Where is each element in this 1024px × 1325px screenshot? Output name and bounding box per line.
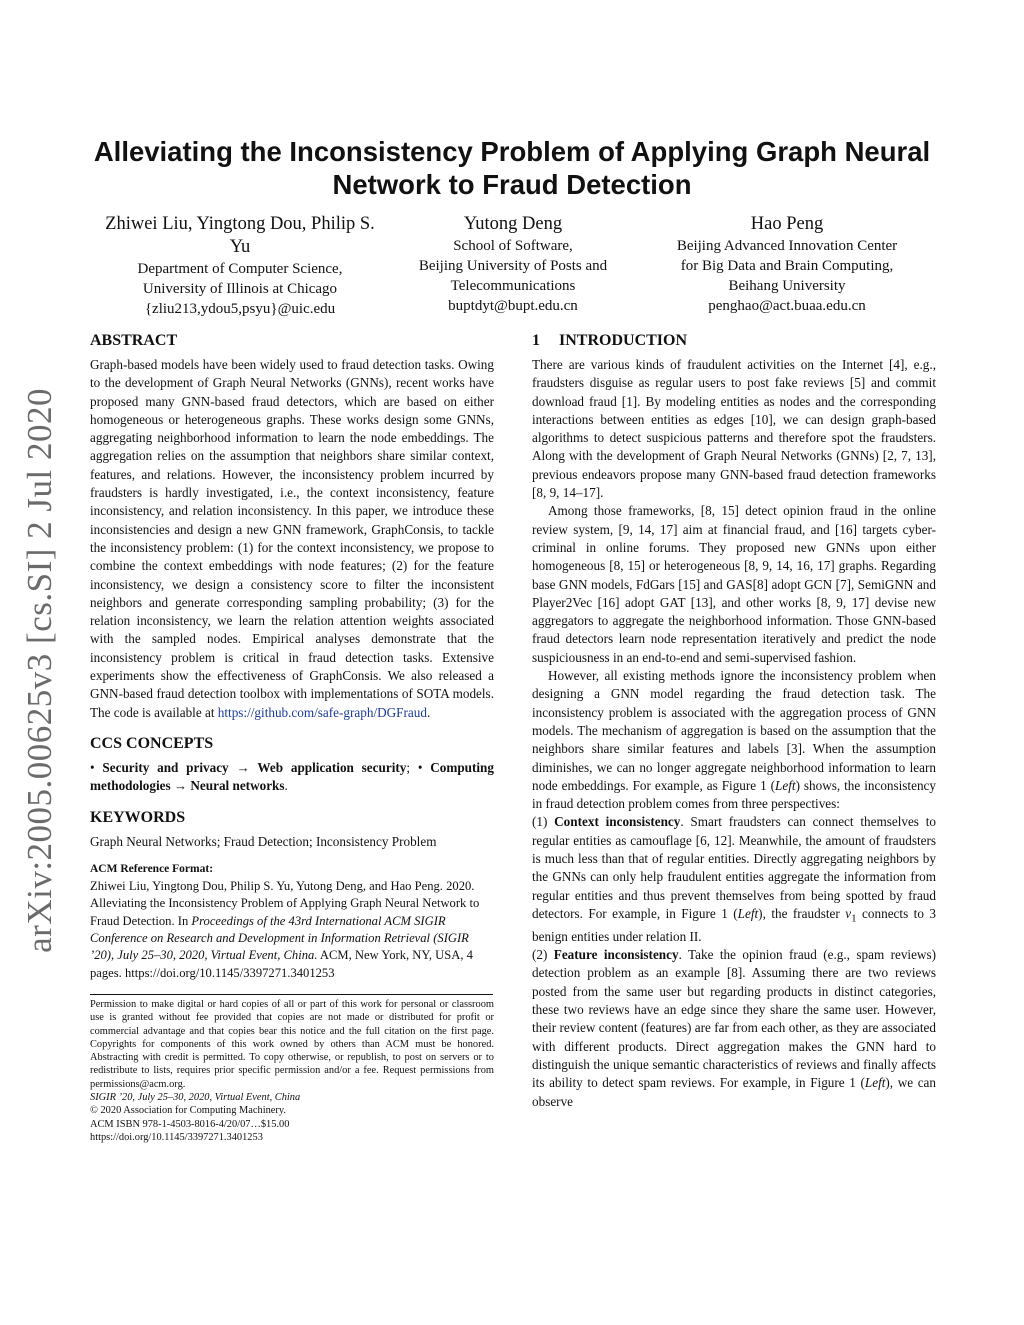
author-email: buptdyt@bupt.edu.cn (448, 298, 578, 314)
feature-inconsistency-paragraph: (2) Feature inconsistency. Take the opinion fraud (e.g., spam reviews) detection problem as an example [8]. Assuming there are two reviews posted from the same user but regarding products in distinct categories, these two reviews have an edge since they share the same user. However, their review content (features) are far from each other, as they are associated with different products. Direct aggregation makes the GNN hard to distinguish the unique semantic characteristics of reviews and finally affects its ability to detect spam reviews. For example, in Figure 1 (Left), we can observe (532, 947, 937, 1109)
author-affiliation-line: Beijing University of Posts and (418, 258, 608, 274)
permission-text: Permission to make digital or hard copies of all or part of this work for personal or classroom use is granted without fee provided that copies are not made or distributed for profit or commercial advantage and that copies bear this notice and the full citation on the first page. Copyrights for components of this work owned by others than ACM must be honored. Abstracting with credit is permitted. To copy otherwise, or republish, to post on servers or to redistribute to lists, requires prior specific permission and/or a fee. Request permissions from permissions@acm.org. (90, 998, 494, 1090)
ccs-heading: CCS CONCEPTS (90, 734, 214, 752)
context-inconsistency-paragraph: (1) Context inconsistency. Smart fraudsters can connect themselves to regular entities as camouflage [6, 12]. Meanwhile, the amount of fraudsters is much less than that of regular entities. Directly aggregating neighbors by the GNNs can only help fraudulent entities aggregate the information from regular entities and thus prevent themselves from being spotted by fraud detectors. For example, in Figure 1 (Left), the fraudster $v_1$ connects to 3 benign entities under relation II. (532, 814, 936, 944)
intro-paragraph-3: However, all existing methods ignore the inconsistency problem when designing a GNN model regarding the fraud detection task. The inconsistency problem is associated with the aggregation process of GNN models. The mechanism of aggregation is based on the assumption that the neighbors share similar features and labels [3]. When the assumption diminishes, we can no longer aggregate neighborhood information to learn node embeddings. For example, as Figure 1 (Left) shows, the inconsistency in fraud detection problem comes from three perspectives: (532, 668, 936, 812)
author-block-2 (372, 213, 654, 316)
doi-line: https://doi.org/10.1145/3397271.3401253 (90, 1131, 263, 1143)
copyright-line: © 2020 Association for Computing Machinery. (90, 1105, 286, 1117)
intro-paragraph-2: Among those frameworks, [8, 15] detect opinion fraud in the online review system, [9, 14, 17] aim at financial fraud, and [16] targets cyber-criminal in online forums. They proposed new GNNs upon either homogeneous [8, 15] or heterogeneous [8, 9, 14, 16, 17] graphs. Regarding base GNN models, FdGars [15] and GAS[8] adopt GCN [7], SemiGNN and Player2Vec [16] adopt GAT [13], and other works [8, 9, 17] devise new aggregators to aggregate the neighborhood information. Those GNN-based fraud detectors learn node representation iteratively and predict the node suspiciousness in an end-to-end and semi-supervised fashion. (532, 503, 936, 665)
author-names: Hao Peng (750, 214, 824, 234)
author-names: Zhiwei Liu, Yingtong Dou, Philip S. Yu (105, 214, 375, 257)
author-affiliation-line: School of Software, (453, 238, 573, 254)
author-affiliation-line: Beihang University (728, 278, 846, 294)
author-names: Yutong Deng (463, 214, 563, 234)
author-affiliation-line: for Big Data and Brain Computing, (680, 258, 894, 274)
author-affiliation-line: Beijing Advanced Innovation Center (676, 238, 898, 254)
abstract-text: Graph-based models have been widely used to fraud detection tasks. Owing to the development of Graph Neural Networks (GNNs), recent works have proposed many GNN-based fraud detectors, which are based on either homogeneous or heterogeneous graphs. These works design some GNNs, aggregating neighborhood information to learn the node embeddings. The aggregation relies on the assumption that neighbors share similar context, features, and relations. However, the inconsistency problem incurred by fraudsters is hardly investigated, i.e., the context inconsistency, feature inconsistency, and relation inconsistency. In this paper, we introduce these inconsistencies and design a new GNN framework, GraphConsis, to tackle the inconsistency problem: (1) for the context inconsistency, we propose to combine the context embeddings with node features; (2) for the feature inconsistency, we design a consistency score to filter the inconsistent neighbors and generate corresponding sampling probability; (3) for the relation inconsistency, we learn the relation attention weights associated with the sampled nodes. Empirical analyses demonstrate that the inconsistency problem is critical in fraud detection tasks. Extensive experiments show the effectiveness of GraphConsis. We also released a GNN-based fraud detection toolbox with implementations of SOTA models. The code is available at https://github.com/safe-graph/DGFraud. (90, 357, 494, 720)
isbn-line: ACM ISBN 978-1-4503-8016-4/20/07…$15.00 (90, 1118, 290, 1130)
author-email: {zliu213,ydou5,psyu}@uic.edu (144, 301, 336, 317)
author-block-3 (646, 213, 928, 316)
arxiv-identifier: arXiv:2005.00625v3 [cs.SI] 2 Jul 2020 (20, 388, 59, 953)
author-affiliation-line: University of Illinois at Chicago (142, 281, 338, 297)
author-block-1 (100, 213, 380, 319)
ccs-text: • Security and privacy → Web application security; • Computing methodologies → Neural networks. (90, 759, 494, 794)
introduction-heading: 1 INTRODUCTION (532, 332, 688, 349)
acm-reference-label: ACM Reference Format: (90, 862, 214, 875)
footnote-rule (90, 994, 493, 995)
left-column (90, 331, 494, 1144)
author-affiliation-line: Telecommunications (450, 278, 576, 294)
right-column (532, 331, 936, 1111)
permission-notice (90, 998, 494, 1144)
intro-paragraph-1: There are various kinds of fraudulent activities on the Internet [4], e.g., fraudsters disguise as regular users to post fake reviews [5] and commit download fraud [1]. By modeling entities as nodes and the corresponding interactions between entities as edges [10], we can design graph-based algorithms to detect suspicious patterns and therefore spot the fraudsters. Along with the development of Graph Neural Networks (GNNs) [2, 7, 13], previous endeavors propose many GNN-based fraud detection frameworks [8, 9, 14–17]. (532, 357, 936, 501)
keywords-heading: KEYWORDS (90, 808, 186, 826)
keywords-text: Graph Neural Networks; Fraud Detection; Inconsistency Problem (90, 833, 437, 849)
author-affiliation-line: Department of Computer Science, (137, 261, 343, 277)
author-email: penghao@act.buaa.edu.cn (708, 298, 866, 314)
acm-reference-text: Zhiwei Liu, Yingtong Dou, Philip S. Yu, Yutong Deng, and Hao Peng. 2020. Alleviating the Inconsistency Problem of Applying Graph Neural Network to Fraud Detection. In Proceedings of the 43rd International ACM SIGIR Conference on Research and Development in Information Retrieval (SIGIR ’20), July 25–30, 2020, Virtual Event, China. ACM, New York, NY, USA, 4 pages. https://doi.org/10.1145/3397271.3401253 (90, 879, 480, 980)
abstract-heading: ABSTRACT (90, 332, 178, 349)
code-link[interactable]: https://github.com/safe-graph/DGFraud (217, 704, 427, 720)
conference-line: SIGIR ’20, July 25–30, 2020, Virtual Event, China (90, 1091, 301, 1103)
paper-title: Alleviating the Inconsistency Problem of Applying Graph Neural Network to Fraud Detection (93, 136, 931, 200)
